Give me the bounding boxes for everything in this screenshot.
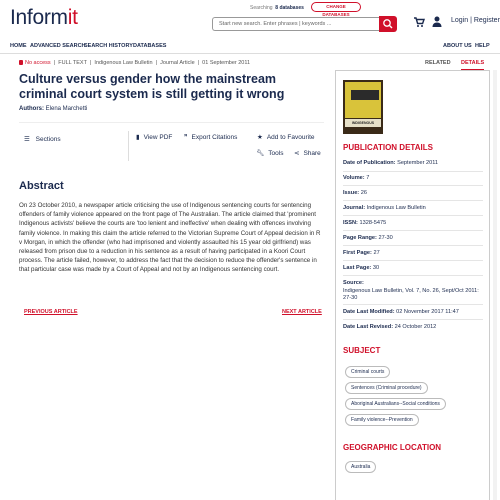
detail-journal — [343, 205, 483, 213]
subject-tag[interactable]: Family violence--Prevention — [345, 414, 419, 426]
geographic-location-heading: GEOGRAPHIC LOCATION — [343, 443, 442, 452]
informit-logo[interactable] — [10, 6, 78, 30]
toolbar-separator — [128, 131, 129, 161]
detail-divider — [343, 260, 483, 261]
tab-related[interactable]: RELATED — [425, 60, 451, 66]
meta-date: 01 September 2011 — [202, 60, 251, 66]
header — [0, 0, 500, 40]
export-citations-button[interactable] — [184, 133, 237, 141]
detail-divider — [343, 171, 483, 172]
view-pdf-button[interactable] — [136, 133, 172, 141]
detail-value: 26 — [360, 190, 367, 196]
detail-volume — [343, 175, 483, 183]
detail-label: First Page: — [343, 250, 372, 256]
journal-cover-image — [343, 80, 383, 134]
detail-value: 30 — [372, 265, 380, 271]
cart-icon[interactable] — [413, 16, 425, 28]
abstract-heading: Abstract — [19, 180, 64, 192]
detail-divider — [343, 215, 483, 216]
sections-label: Sections — [35, 136, 61, 143]
publication-details-heading: PUBLICATION DETAILS — [343, 143, 433, 152]
export-label: Export Citations — [191, 134, 238, 141]
article-title: Culture versus gender how the mainstream criminal court system is still getting it wrong — [19, 72, 285, 101]
meta-type: Journal Article — [160, 60, 195, 66]
favourite-label: Add to Favourite — [266, 134, 315, 141]
subject-heading: SUBJECT — [343, 346, 381, 355]
lock-icon — [19, 60, 23, 65]
star-icon: ★ — [257, 134, 263, 141]
change-databases-button[interactable]: CHANGE DATABASES — [311, 2, 361, 12]
main-nav — [0, 40, 500, 54]
detail-label: Last Page: — [343, 265, 372, 271]
detail-label: Page Range: — [343, 235, 377, 241]
search-icon — [379, 16, 397, 32]
divider — [19, 122, 324, 123]
searching-count: 8 databases — [275, 5, 304, 11]
detail-divider — [343, 245, 483, 246]
share-label: Share — [303, 150, 321, 157]
subject-tag[interactable]: Aboriginal Australians--Social conditions — [345, 398, 446, 410]
list-icon: ☰ — [24, 136, 30, 143]
nav-search-history[interactable]: SEARCH HISTORY — [84, 43, 133, 49]
login-register-link[interactable]: Login | Register — [451, 17, 500, 24]
nav-home[interactable]: HOME — [10, 43, 27, 49]
tab-details[interactable]: DETAILS — [461, 60, 484, 70]
nav-advanced-search[interactable]: ADVANCED SEARCH — [30, 43, 86, 49]
share-button[interactable] — [294, 149, 321, 157]
detail-divider — [343, 230, 483, 231]
user-icon[interactable] — [432, 16, 442, 27]
detail-issue — [343, 190, 483, 198]
meta-journal[interactable]: Indigenous Law Bulletin — [94, 60, 153, 66]
detail-label: ISSN: — [343, 220, 358, 226]
share-icon: ⋖ — [294, 150, 300, 157]
nav-databases[interactable]: DATABASES — [133, 43, 167, 49]
cover-title: INDIGENOUS — [345, 119, 381, 127]
detail-value: 27-30 — [378, 235, 393, 241]
geo-tag[interactable]: Australia — [345, 461, 376, 473]
authors-label: Authors: — [19, 106, 44, 112]
search-button[interactable] — [379, 16, 397, 32]
subject-tag[interactable]: Criminal courts — [345, 366, 390, 378]
panel-scrollbar[interactable] — [493, 70, 497, 500]
detail-value: 24 October 2012 — [394, 324, 437, 330]
detail-last-page — [343, 265, 483, 273]
detail-page-range — [343, 235, 483, 243]
detail-divider — [343, 185, 483, 186]
detail-date-of-publication — [343, 160, 483, 168]
detail-label: Date Last Modified: — [343, 309, 395, 315]
detail-issn — [343, 220, 483, 228]
tools-button[interactable] — [256, 149, 283, 157]
logo-accent-text: it — [67, 6, 78, 29]
detail-value[interactable]: Indigenous Law Bulletin — [366, 205, 426, 211]
searching-status — [250, 5, 304, 11]
article-meta: No access | FULL TEXT | Indigenous Law Bulletin | Journal Article | 01 September 2011 — [19, 60, 250, 66]
detail-first-page — [343, 250, 483, 258]
detail-value: 27 — [373, 250, 380, 256]
author-link[interactable]: Elena Marchetti — [45, 106, 88, 112]
wrench-icon: 🔧︎ — [256, 150, 265, 157]
tools-label: Tools — [268, 150, 284, 157]
searching-prefix: Searching — [250, 5, 273, 11]
meta-fulltext: FULL TEXT — [58, 60, 87, 66]
search-input[interactable]: Start new search. Enter phrases | keywords ... — [212, 17, 379, 31]
view-pdf-label: View PDF — [143, 134, 173, 141]
detail-value: Indigenous Law Bulletin, Vol. 7, No. 26, Sept/Oct 2011: 27-30 — [343, 287, 479, 301]
cover-artwork — [345, 82, 381, 118]
detail-source — [343, 280, 483, 303]
detail-label: Source: — [343, 280, 364, 286]
detail-value: 1328-5475 — [359, 220, 387, 226]
add-favourite-button[interactable] — [257, 133, 315, 141]
detail-label: Journal: — [343, 205, 366, 211]
abstract-text: On 23 October 2010, a newspaper article criticising the use of Indigenous sentencing courts for sentencing offenders of family violence appeared on the front page of The Australian. The article claimed that 'prominent Indigenous activists' believe the courts are 'too lenient and ineffective' when dealing with offences involving family violence. In making this claim the article referred to the Victorian Supreme Court of Appeal decision in R v Morgan, in which the offender (who had imprisoned and violently assaulted his 15 year old girlfriend) was released from prison due to a reduction in his sentence as a result of having participated in a Koori Court process. The article failed, however, to address the fact that the decision to reduce the offender's sentence in that particular case was made by a Court of Appeal and not by an Indigenous sentencing court. — [19, 202, 321, 274]
access-status: No access — [25, 60, 51, 66]
detail-divider — [343, 304, 483, 305]
pdf-icon: ▮ — [136, 134, 140, 141]
nav-about-us[interactable]: ABOUT US — [443, 43, 472, 49]
subject-tag[interactable]: Sentences (Criminal procedure) — [345, 382, 428, 394]
detail-label: Issue: — [343, 190, 360, 196]
detail-divider — [343, 200, 483, 201]
detail-last-revised — [343, 324, 483, 332]
detail-last-modified — [343, 309, 483, 317]
detail-value: 02 November 2017 11:47 — [396, 309, 459, 315]
nav-help[interactable]: HELP — [475, 43, 490, 49]
detail-value: 7 — [366, 175, 370, 181]
previous-article-link[interactable]: PREVIOUS ARTICLE — [24, 309, 78, 315]
detail-divider — [343, 319, 483, 320]
next-article-link[interactable]: NEXT ARTICLE — [282, 309, 322, 315]
detail-value: September 2011 — [397, 160, 439, 166]
detail-label: Volume: — [343, 175, 365, 181]
sections-button[interactable] — [24, 135, 61, 143]
cover-strip — [351, 90, 379, 100]
quote-icon: ❞ — [184, 134, 188, 141]
detail-label: Date of Publication: — [343, 160, 396, 166]
detail-label: Date Last Revised: — [343, 324, 394, 330]
logo-text: Inform — [10, 6, 68, 29]
authors-line — [19, 106, 87, 112]
detail-divider — [343, 275, 483, 276]
